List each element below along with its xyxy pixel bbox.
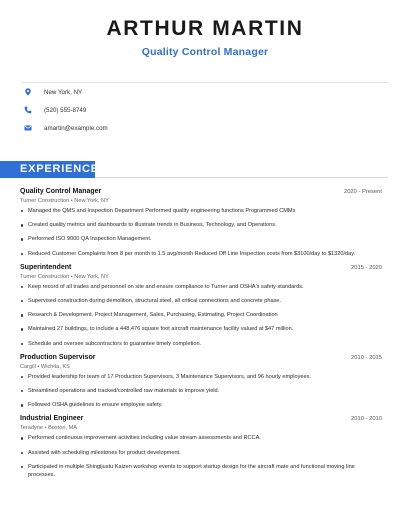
job-bullet: Performed ISO 9000 QA Inspection Management.: [20, 235, 382, 243]
job-bullet: Managed the QMS and Inspection Department Performed quality engineering functions Programmed CMMs: [20, 207, 382, 215]
job-title: Industrial Engineer: [20, 415, 84, 423]
section-divider: [95, 177, 388, 178]
job-bullet: Provided leadership for team of 17 Production Supervisors, 3 Maintenance Supervisors, and 96 hourly employees.: [20, 373, 382, 381]
contact-email: [22, 119, 388, 137]
job-entry: [20, 188, 382, 258]
job-bullets: [20, 283, 382, 348]
job-bullets: [20, 373, 382, 410]
job-company: Cargill • Wichita, KS: [20, 363, 70, 370]
job-title: Production Supervisor: [20, 353, 96, 361]
location-pin-icon: [22, 86, 34, 98]
contact-email-text: amartin@example.com: [44, 124, 108, 132]
job-bullets: [20, 207, 382, 258]
contact-location: [22, 83, 388, 101]
job-bullet: Performed continuous improvement activities including value stream assessments and RCCA.: [20, 434, 382, 442]
candidate-role: Quality Control Manager: [141, 46, 269, 58]
phone-icon: [22, 104, 34, 116]
contact-phone-text: (520) 555-8749: [44, 106, 87, 114]
job-bullet: Keep record of all trades and personnel on site and ensure compliance to Turner and OSHA's safety standards.: [20, 283, 382, 291]
job-company: Turner Construction • New York, NY: [20, 198, 109, 204]
job-title: Superintendent: [20, 263, 72, 271]
job-bullet: Created quality metrics and dashboards to illustrate trends in Business, Technology, and Operations.: [20, 221, 382, 229]
contact-list: [22, 82, 388, 137]
job-bullet: Maintained 27 buildings, to include a 448,476 square foot aircraft maintenance facility valued at $47 million.: [20, 325, 382, 333]
contact-phone: [22, 101, 388, 119]
job-bullet: Streamlined operations and tracked/controlled raw materials to improve yield.: [20, 387, 382, 395]
job-company: Turner Construction • New York, NY: [20, 273, 109, 280]
job-bullet: Research & Development, Project Management, Sales, Purchasing, Estimating, Project Coordination: [20, 311, 382, 319]
job-bullet: Schedule and oversee subcontractors to guarantee timely completion.: [20, 340, 382, 348]
resume-header: [0, 0, 410, 58]
job-title: Quality Control Manager: [20, 188, 102, 195]
experience-list: [20, 188, 382, 485]
job-bullet: Supervised construction during demolition, structural steel, all critical connections and concrete phase.: [20, 297, 382, 305]
job-bullet: Reduced Customer Complaints from 8 per month to 1.5 avg/month Reduced Off Line Inspection costs from $3100/day to $1320/day.: [20, 250, 382, 258]
job-bullet: Assisted with scheduling milestones for product development.: [20, 449, 382, 457]
job-dates: 2015 - 2020: [351, 264, 382, 271]
contact-location-text: New York, NY: [44, 88, 83, 96]
job-company: Teradyne • Boston, MA: [20, 425, 77, 432]
job-dates: 2020 - Present: [343, 189, 382, 195]
experience-section-header: [0, 161, 410, 178]
job-bullet: Participated in multiple Shingijustu Kaizen workshop events to support startup design for the aircraft mate and functional moving line processes.: [20, 463, 382, 479]
email-icon: [22, 122, 34, 134]
job-entry: [20, 264, 382, 348]
job-entry: [20, 415, 382, 479]
job-bullet: Followed OSHA guidelines to ensure employee safety.: [20, 401, 382, 409]
section-title: EXPERIENCE: [20, 163, 99, 175]
candidate-name: ARTHUR MARTIN: [106, 17, 304, 40]
job-bullets: [20, 434, 382, 479]
job-dates: 2010 - 2015: [351, 354, 382, 361]
job-entry: [20, 354, 382, 410]
job-dates: 2010 - 2010: [351, 416, 382, 423]
